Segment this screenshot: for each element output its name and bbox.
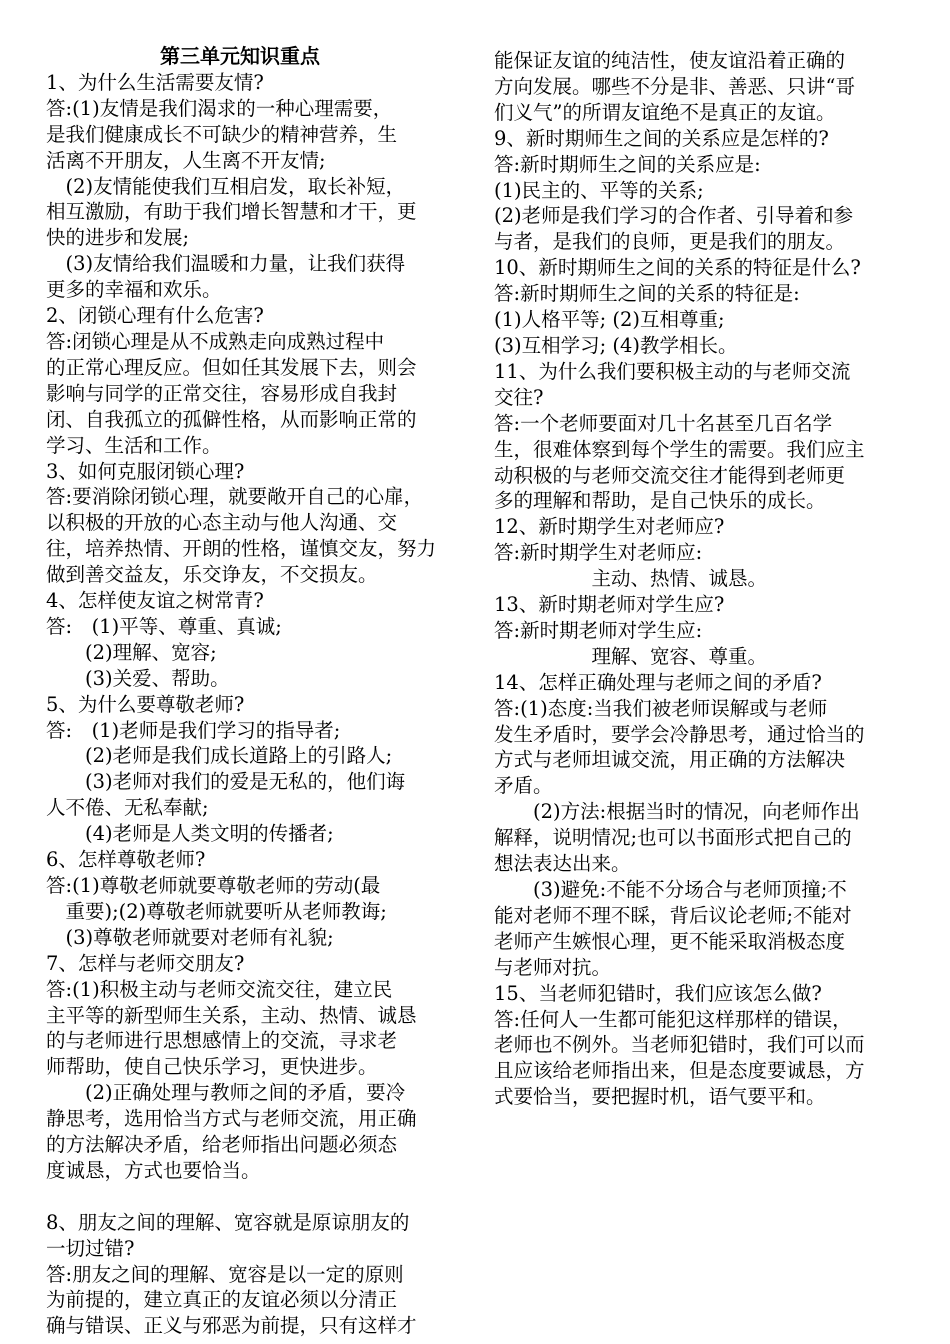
- text-line: 为前提的，建立真正的友谊必须以分清正: [46, 1288, 398, 1312]
- text-line: (3)避免:不能不分场合与老师顶撞;不: [494, 878, 847, 901]
- text-line: 4、怎样使友谊之树常青?: [46, 589, 264, 613]
- text-line: 答: (1)平等、尊重、真诚;: [46, 614, 282, 638]
- text-line: 活离不开朋友，人生离不开友情;: [46, 148, 326, 172]
- text-line: 方式与老师坦诚交流，用正确的方法解决: [494, 748, 846, 772]
- text-line: 重要);(2)尊敬老师就要听从老师教诲;: [46, 899, 387, 923]
- text-line: 答:任何人一生都可能犯这样那样的错误，: [494, 1007, 852, 1031]
- text-line: [46, 1184, 470, 1210]
- text-line: 往，培养热情、开朗的性格，谨慎交友，努力: [46, 537, 437, 561]
- text-line: (1)民主的、平等的关系;: [494, 178, 704, 202]
- text-line: 师帮助，使自己快乐学习，更快进步。: [46, 1055, 378, 1079]
- text-line: 解释，说明情况;也可以书面形式把自己的: [494, 826, 852, 850]
- text-line: 相互激励，有助于我们增长智慧和才干，更: [46, 200, 417, 224]
- text-line: 影响与同学的正常交往，容易形成自我封: [46, 381, 398, 405]
- document-title: 第三单元知识重点: [160, 44, 320, 68]
- text-line: 答:(1)尊敬老师就要尊敬老师的劳动(最: [46, 874, 381, 897]
- text-line: 6、怎样尊敬老师?: [46, 848, 206, 872]
- text-line: 主平等的新型师生关系，主动、热情、诚恳: [46, 1003, 417, 1027]
- text-line: 理解、宽容、尊重。: [494, 644, 768, 668]
- text-line: 答:新时期学生对老师应:: [494, 541, 703, 565]
- text-line: 答:新时期师生之间的关系应是:: [494, 152, 761, 176]
- text-line: (2)正确处理与教师之间的矛盾，要冷: [46, 1081, 406, 1105]
- text-line: 的与老师进行思想感情上的交流，寻求老: [46, 1029, 398, 1053]
- text-line: 确与错误、正义与邪恶为前提，只有这样才: [46, 1314, 417, 1338]
- right-column: [494, 48, 918, 1110]
- text-line: 答:(1)积极主动与老师交流交往，建立民: [46, 977, 393, 1001]
- text-line: 发生矛盾时，要学会冷静思考，通过恰当的: [494, 722, 865, 746]
- text-line: 答:(1)友情是我们渴求的一种心理需要，: [46, 96, 393, 120]
- text-line: 生，很难体察到每个学生的需要。我们应主: [494, 437, 865, 461]
- text-line: 闭、自我孤立的孤僻性格，从而影响正常的: [46, 407, 417, 431]
- text-line: 5、为什么要尊敬老师?: [46, 692, 245, 716]
- text-line: 矛盾。: [494, 774, 553, 798]
- text-line: 一切过错?: [46, 1236, 135, 1260]
- text-line: 12、新时期学生对老师应?: [494, 515, 725, 539]
- text-line: 做到善交益友，乐交诤友，不交损友。: [46, 563, 378, 587]
- text-line: (3)尊敬老师就要对老师有礼貌;: [46, 925, 334, 949]
- text-line: 能保证友谊的纯洁性，使友谊沿着正确的: [494, 49, 846, 72]
- text-line: (2)老师是我们学习的合作者、引导着和参: [494, 204, 854, 228]
- text-line: 答:(1)态度:当我们被老师误解或与老师: [494, 696, 828, 720]
- text-line: 且应该给老师指出来，但是态度要诚恳，方: [494, 1059, 865, 1083]
- text-line: 答:朋友之间的理解、宽容是以一定的原则: [46, 1262, 404, 1286]
- text-line: 答:新时期老师对学生应:: [494, 618, 703, 642]
- text-line: 13、新时期老师对学生应?: [494, 593, 725, 617]
- text-line: 7、怎样与老师交朋友?: [46, 951, 245, 975]
- text-line: 答:一个老师要面对几十名甚至几百名学: [494, 411, 833, 435]
- text-line: 能对老师不理不睬，背后议论老师;不能对: [494, 903, 852, 927]
- text-line: 动积极的与老师交流交往才能得到老师更: [494, 463, 846, 487]
- text-line: 答: (1)老师是我们学习的指导者;: [46, 718, 341, 742]
- text-line: 答:闭锁心理是从不成熟走向成熟过程中: [46, 329, 385, 353]
- text-line: 14、怎样正确处理与老师之间的矛盾?: [494, 670, 822, 694]
- text-line: 静思考，选用恰当方式与老师交流，用正确: [46, 1107, 417, 1131]
- text-line: 与老师对抗。: [494, 955, 612, 979]
- text-line: 答:要消除闭锁心理，就要敞开自己的心扉，: [46, 485, 424, 509]
- text-line: (3)互相学习; (4)教学相长。: [494, 333, 738, 357]
- text-line: 以积极的开放的心态主动与他人沟通、交: [46, 511, 398, 535]
- text-line: 多的理解和帮助，是自己快乐的成长。: [494, 489, 826, 513]
- text-line: 学习、生活和工作。: [46, 433, 222, 457]
- text-line: 们义气”的所谓友谊绝不是真正的友谊。: [494, 100, 836, 124]
- text-line: (2)友情能使我们互相启发，取长补短，: [46, 174, 406, 198]
- text-line: 的正常心理反应。但如任其发展下去，则会: [46, 355, 417, 379]
- text-line: (1)人格平等; (2)互相尊重;: [494, 308, 725, 332]
- text-line: (4)老师是人类文明的传播者;: [46, 822, 334, 846]
- text-line: 10、新时期师生之间的关系的特征是什么?: [494, 256, 861, 280]
- text-line: 是我们健康成长不可缺少的精神营养，生: [46, 122, 398, 146]
- text-line: 与者，是我们的良师，更是我们的朋友。: [494, 230, 846, 254]
- text-line: (2)理解、宽容;: [46, 640, 217, 664]
- text-line: 2、闭锁心理有什么危害?: [46, 304, 264, 328]
- text-line: (3)老师对我们的爱是无私的，他们诲: [46, 770, 406, 794]
- text-line: 度诚恳，方式也要恰当。: [46, 1158, 261, 1182]
- text-line: 老师也不例外。当老师犯错时，我们可以而: [494, 1033, 865, 1057]
- text-line: 答:新时期师生之间的关系的特征是:: [494, 282, 800, 306]
- text-line: (2)老师是我们成长道路上的引路人;: [46, 744, 393, 768]
- left-column-text: [46, 70, 470, 1339]
- right-column-text: [494, 48, 918, 1110]
- text-line: 方向发展。哪些不分是非、善恶、只讲“哥: [494, 74, 855, 98]
- text-line: (3)关爱、帮助。: [46, 666, 230, 690]
- text-line: 交往?: [494, 385, 544, 409]
- text-line: 式要恰当，要把握时机，语气要平和。: [494, 1085, 826, 1109]
- text-line: 主动、热情、诚恳。: [494, 567, 768, 591]
- text-line: 的方法解决矛盾，给老师指出问题必须态: [46, 1133, 398, 1157]
- text-line: 3、如何克服闭锁心理?: [46, 459, 245, 483]
- text-line: 想法表达出来。: [494, 852, 631, 876]
- text-line: 老师产生嫉恨心理，更不能采取消极态度: [494, 929, 846, 953]
- text-line: 8、朋友之间的理解、宽容就是原谅朋友的: [46, 1210, 410, 1234]
- text-line: (2)方法:根据当时的情况，向老师作出: [494, 800, 860, 824]
- text-line: 15、当老师犯错时，我们应该怎么做?: [494, 981, 822, 1005]
- text-line: 9、新时期师生之间的关系应是怎样的?: [494, 126, 829, 150]
- text-line: 人不倦、无私奉献;: [46, 796, 209, 820]
- text-line: 快的进步和发展;: [46, 226, 190, 250]
- text-line: (3)友情给我们温暖和力量，让我们获得: [46, 252, 406, 276]
- left-column: [46, 44, 470, 1339]
- text-line: 更多的幸福和欢乐。: [46, 278, 222, 302]
- text-line: 1、为什么生活需要友情?: [46, 70, 264, 94]
- text-line: 11、为什么我们要积极主动的与老师交流: [494, 359, 851, 383]
